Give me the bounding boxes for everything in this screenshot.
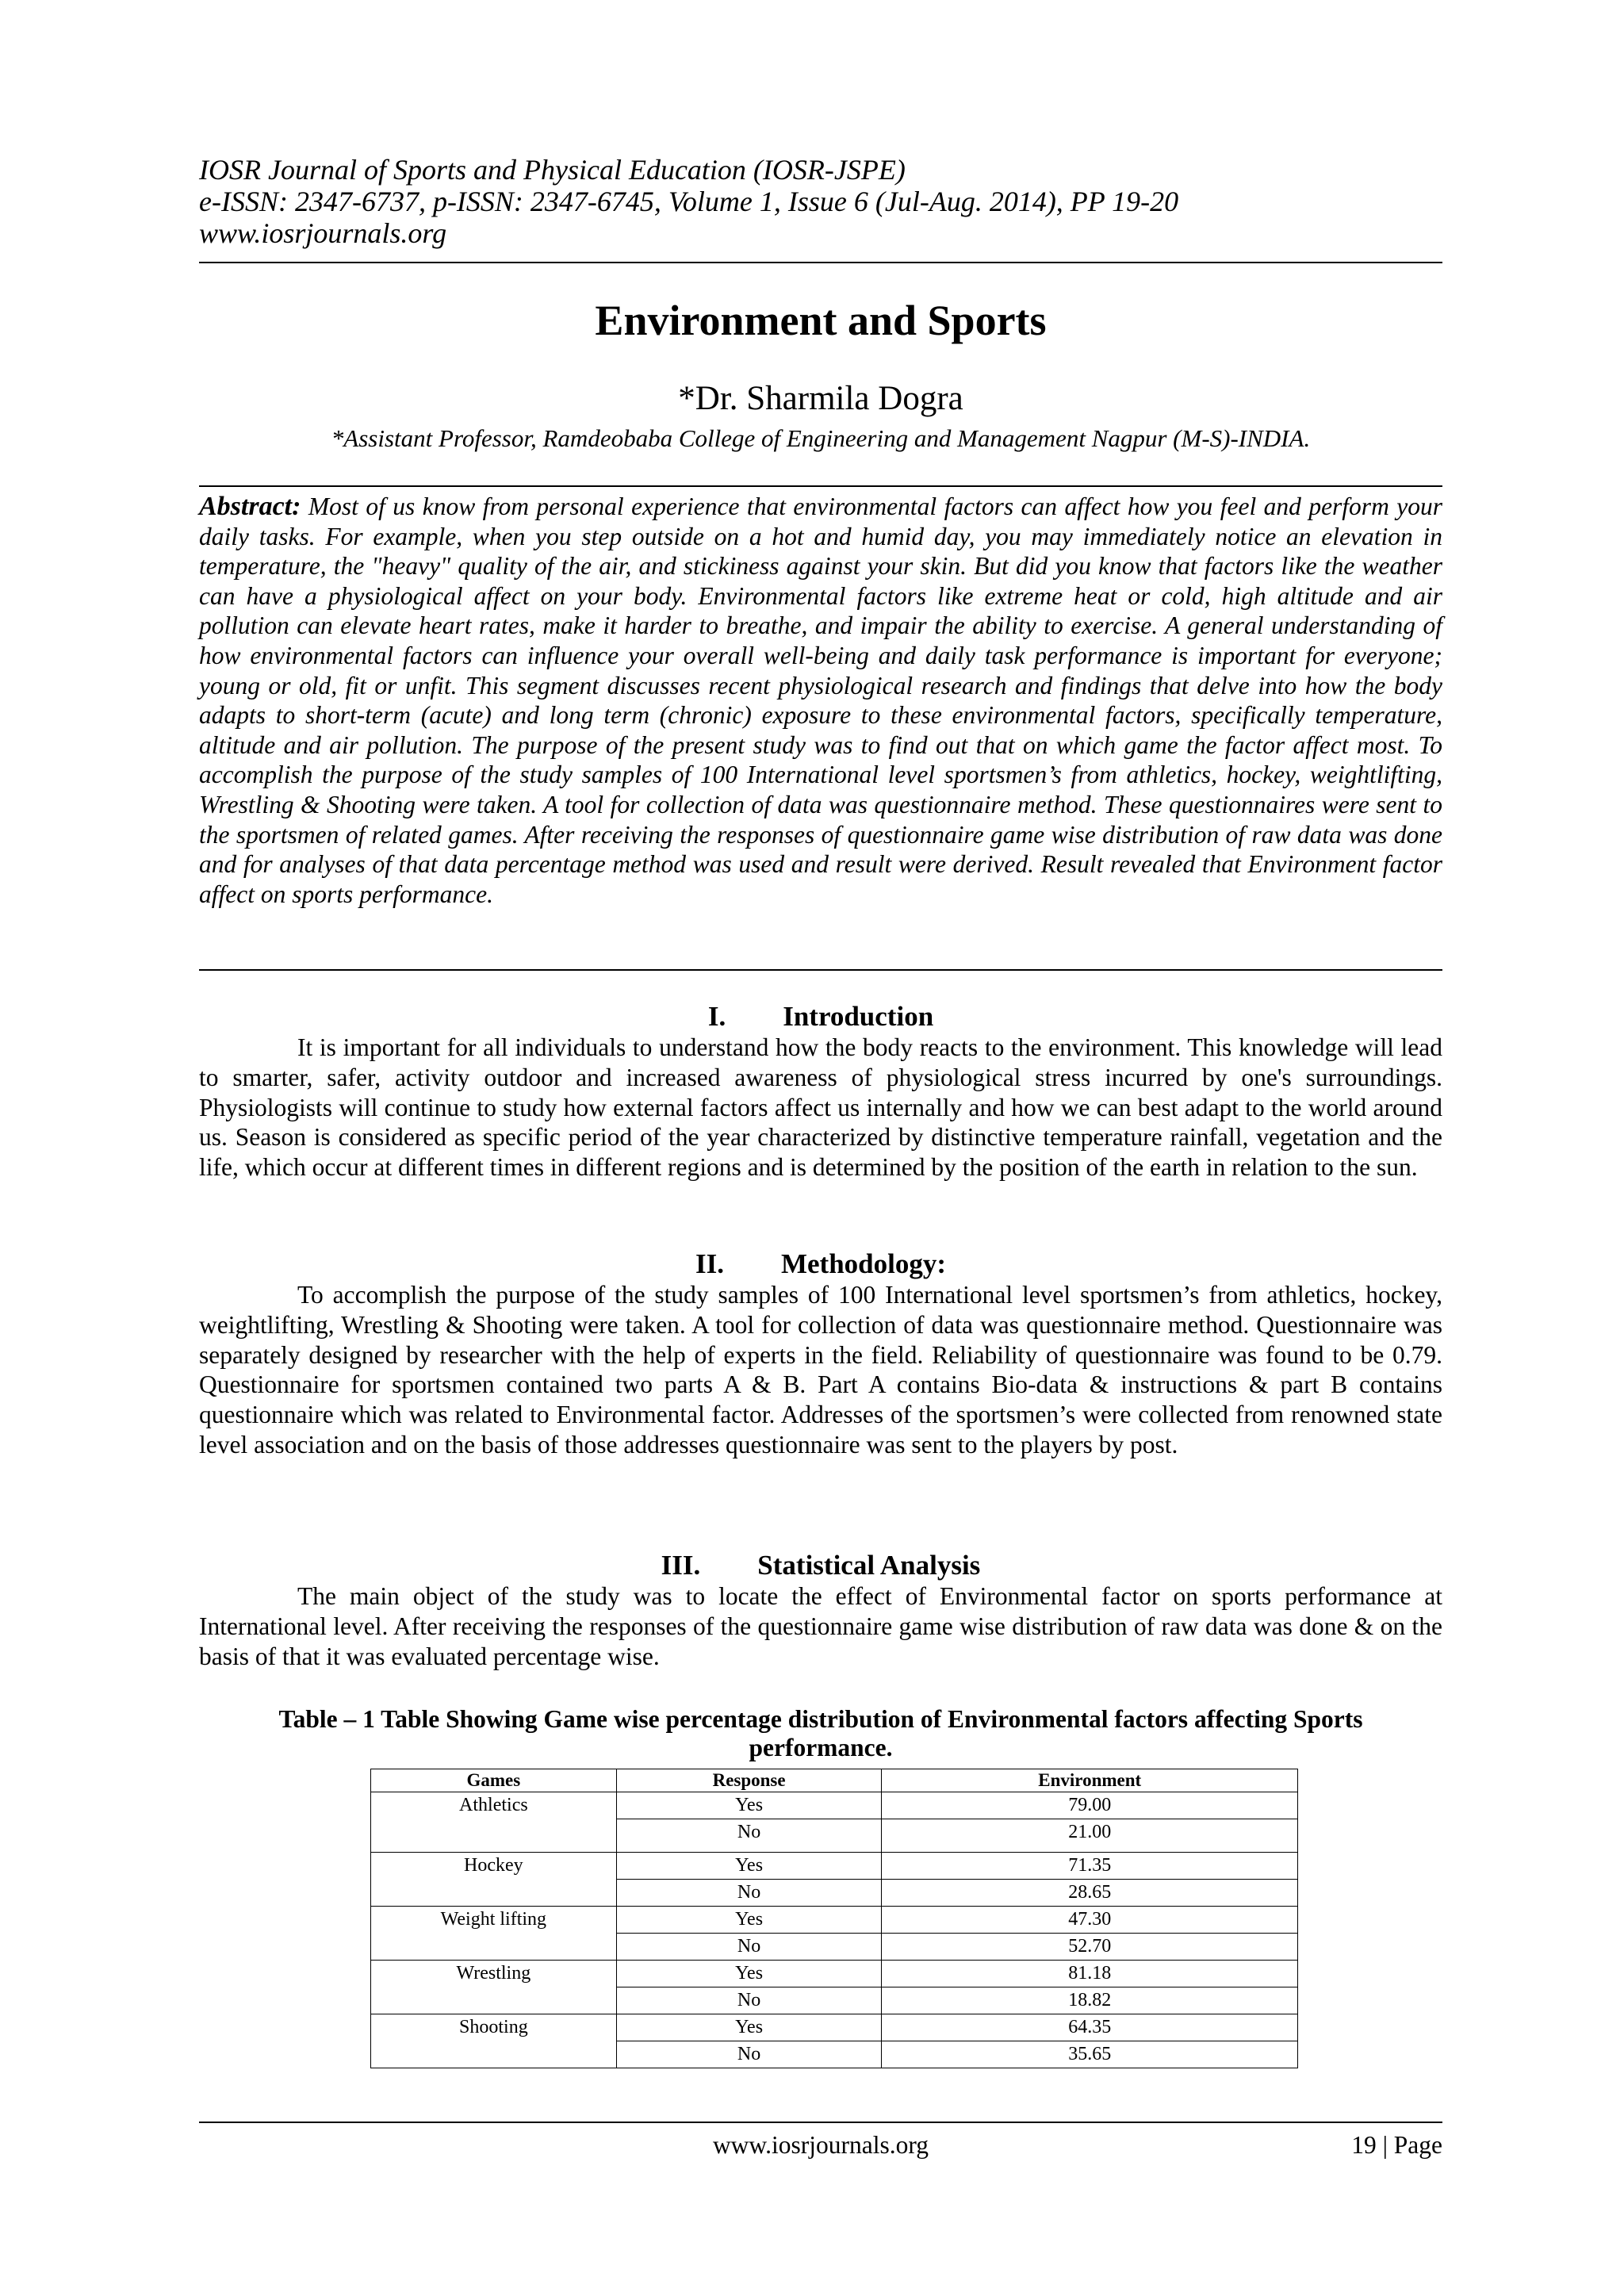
- table-cell-response: No: [616, 2041, 882, 2068]
- section-number: II.: [695, 1248, 724, 1279]
- table-header-environment: Environment: [882, 1769, 1298, 1792]
- table-cell-environment: 21.00: [882, 1819, 1298, 1853]
- section-title: Methodology:: [780, 1248, 947, 1279]
- author-affiliation: *Assistant Professor, Ramdeobaba College of Engineering and Management Nagpur (M-S)-INDIA.: [331, 424, 1311, 452]
- table-cell-game: [371, 2041, 617, 2068]
- table-caption-line-1: Table – 1 Table Showing Game wise percentage distribution of Environmental factors affecting Sports: [278, 1705, 1363, 1733]
- table-cell-game: [371, 1934, 617, 1961]
- journal-issn: e-ISSN: 2347-6737, p-ISSN: 2347-6745, Volume 1, Issue 6 (Jul-Aug. 2014), PP 19-20: [199, 186, 1179, 217]
- table-row: [371, 1907, 1298, 1934]
- table-row: [371, 1987, 1298, 2014]
- statistical-analysis-paragraph: The main object of the study was to locate the effect of Environmental factor on sports performance at International level. After receiving the responses of the questionnaire game wise distribution of raw data was done & on the basis of that it was evaluated percentage wise.: [199, 1582, 1442, 1670]
- table-caption: [199, 1705, 1442, 1762]
- methodology-paragraph: To accomplish the purpose of the study samples of 100 International level sportsmen’s from athletics, hockey, weightlifting, Wrestling & Shooting were taken. A tool for collection of data was questionnaire method. Questionnaire was separately designed by researcher with the help of experts in the field. Reliability of questionnaire was found to be 0.79. Questionnaire for sportsmen contained two parts A & B. Part A contains Bio-data & instructions & part B contains questionnaire which was related to Environmental factor. Addresses of the sportsmen’s were collected from renowned state level association and on the basis of those addresses questionnaire was sent to the players by post.: [199, 1281, 1442, 1458]
- table-cell-environment: 47.30: [882, 1907, 1298, 1934]
- table-cell-response: No: [616, 1880, 882, 1907]
- section-title: Statistical Analysis: [757, 1550, 981, 1581]
- abstract-divider-bottom: [199, 969, 1442, 971]
- table-row: [371, 1853, 1298, 1880]
- footer-page-number: 19 | Page: [1351, 2131, 1442, 2159]
- abstract: [199, 492, 1442, 909]
- table-cell-response: No: [616, 1819, 882, 1853]
- abstract-label: Abstract:: [199, 492, 301, 521]
- table-cell-response: Yes: [616, 1961, 882, 1987]
- table-cell-response: No: [616, 1934, 882, 1961]
- table-cell-environment: 64.35: [882, 2014, 1298, 2041]
- table-cell-game: [371, 1880, 617, 1907]
- table-cell-game: Hockey: [371, 1853, 617, 1880]
- table-cell-response: Yes: [616, 1792, 882, 1819]
- table-cell-response: Yes: [616, 2014, 882, 2041]
- introduction-paragraph: It is important for all individuals to understand how the body reacts to the environment. This knowledge will lead to smarter, safer, activity outdoor and increased awareness of physiological stress incurred by one's surroundings. Physiologists will continue to study how external factors affect us internally and how we can best adapt to the world around us. Season is considered as specific period of the year characterized by distinctive temperature rainfall, vegetation and the life, which occur at different times in different regions and is determined by the position of the earth in relation to the sun.: [199, 1033, 1442, 1182]
- table-cell-response: Yes: [616, 1907, 882, 1934]
- paper-title: Environment and Sports: [595, 297, 1047, 344]
- table-cell-response: No: [616, 1987, 882, 2014]
- footer-website[interactable]: www.iosrjournals.org: [712, 2131, 929, 2159]
- section-heading-statistical-analysis: [199, 1550, 1442, 1581]
- table-cell-game: Athletics: [371, 1792, 617, 1819]
- table-cell-environment: 81.18: [882, 1961, 1298, 1987]
- table-cell-environment: 18.82: [882, 1987, 1298, 2014]
- table-row: [371, 1961, 1298, 1987]
- table-row: [371, 2041, 1298, 2068]
- journal-name: IOSR Journal of Sports and Physical Education (IOSR-JSPE): [199, 154, 906, 186]
- table-cell-environment: 52.70: [882, 1934, 1298, 1961]
- author-name: *Dr. Sharmila Dogra: [678, 380, 963, 417]
- table-row: [371, 1934, 1298, 1961]
- table-row: [371, 1880, 1298, 1907]
- table-header-row: [371, 1769, 1298, 1792]
- abstract-divider-top: [199, 485, 1442, 487]
- table-cell-game: Shooting: [371, 2014, 617, 2041]
- table-row: [371, 2014, 1298, 2041]
- table-header-games: Games: [371, 1769, 617, 1792]
- section-heading-introduction: [199, 1001, 1442, 1033]
- table-cell-environment: 71.35: [882, 1853, 1298, 1880]
- table-cell-game: [371, 1819, 617, 1853]
- table-cell-game: Wrestling: [371, 1961, 617, 1987]
- section-number: III.: [661, 1550, 701, 1581]
- table-header-response: Response: [616, 1769, 882, 1792]
- table-cell-environment: 79.00: [882, 1792, 1298, 1819]
- table-caption-line-2: performance.: [749, 1734, 893, 1761]
- footer-divider: [199, 2122, 1442, 2123]
- section-number: I.: [707, 1001, 726, 1032]
- table-row: [371, 1792, 1298, 1819]
- table-cell-environment: 28.65: [882, 1880, 1298, 1907]
- results-table: [370, 1769, 1298, 2068]
- table-row: [371, 1819, 1298, 1853]
- section-heading-methodology: [199, 1248, 1442, 1280]
- table-cell-environment: 35.65: [882, 2041, 1298, 2068]
- journal-header: [199, 154, 1442, 249]
- header-divider: [199, 262, 1442, 263]
- table-cell-game: Weight lifting: [371, 1907, 617, 1934]
- journal-url[interactable]: www.iosrjournals.org: [199, 217, 447, 249]
- abstract-text: Most of us know from personal experience that environmental factors can affect how you feel and perform your daily tasks. For example, when you step outside on a hot and humid day, you may immediately notice an elevation in temperature, the "heavy" quality of the air, and stickiness against your skin. But did you know that factors like the weather can have a physiological affect on your body. Environmental factors like extreme heat or cold, high altitude and air pollution can elevate heart rates, make it harder to breathe, and impair the ability to exercise. A general understanding of how environmental factors can influence your overall well-being and daily task performance is important for everyone; young or old, fit or unfit. This segment discusses recent physiological research and findings that delve into how the body adapts to short-term (acute) and long term (chronic) exposure to these environmental factors, specifically temperature, altitude and air pollution. The purpose of the present study was to find out that on which game the factor affect most. To accomplish the purpose of the study samples of 100 International level sportsmen’s from athletics, hockey, weightlifting, Wrestling & Shooting were taken. A tool for collection of data was questionnaire method. These questionnaires were sent to the sportsmen of related games. After receiving the responses of questionnaire game wise distribution of raw data was done and for analyses of that data percentage method was used and result were derived. Result revealed that Environment factor affect on sports performance.: [199, 493, 1442, 908]
- table-cell-response: Yes: [616, 1853, 882, 1880]
- table-cell-game: [371, 1987, 617, 2014]
- section-title: Introduction: [783, 1001, 934, 1032]
